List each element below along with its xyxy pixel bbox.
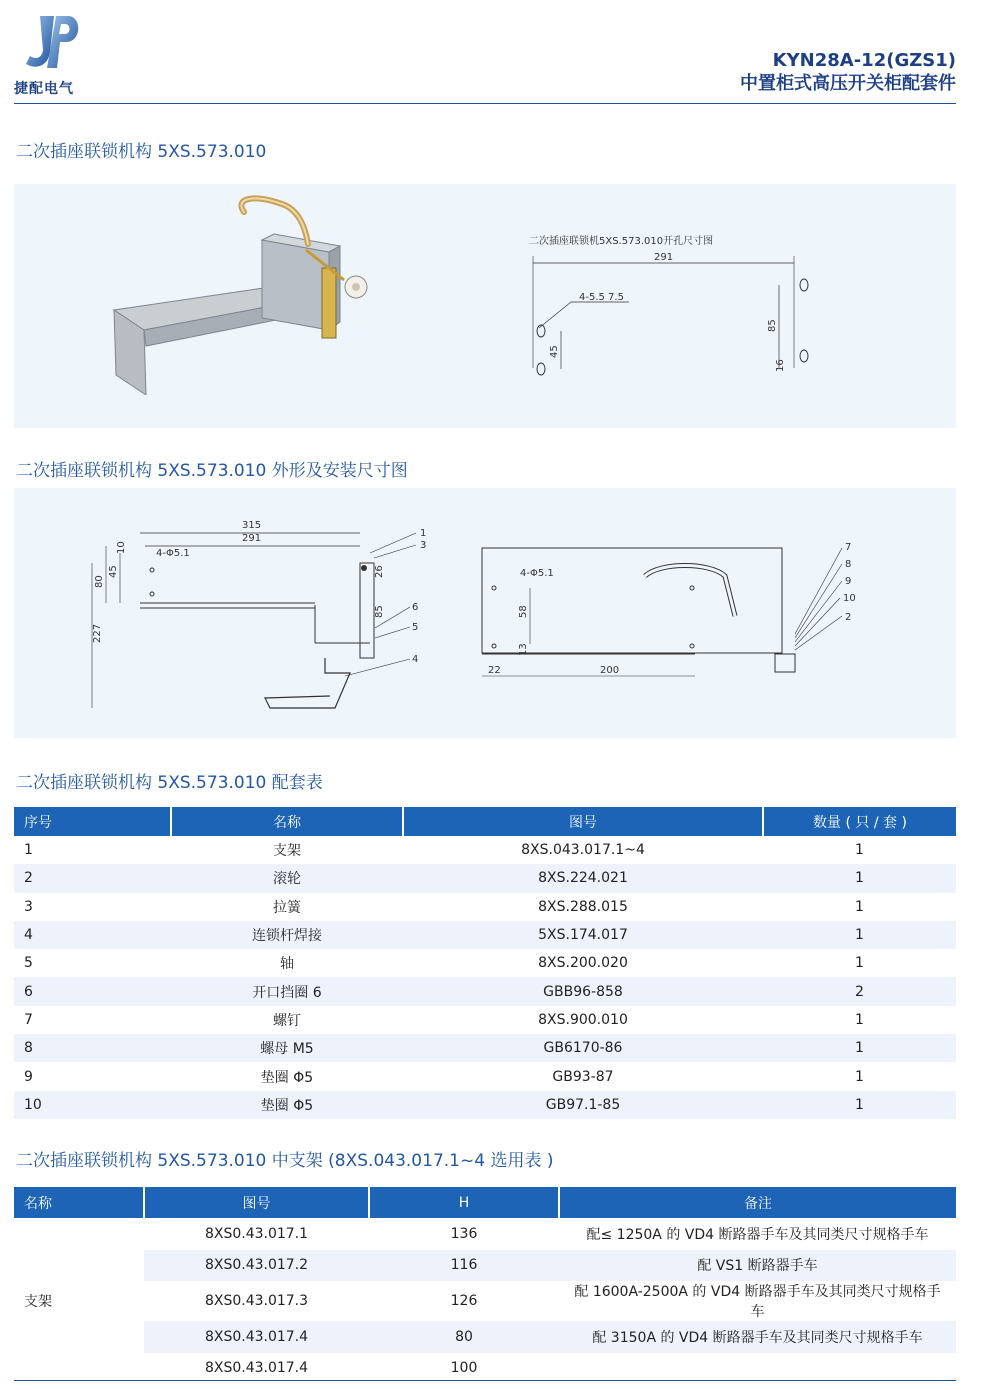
outline-drawing-right [470, 536, 870, 701]
table-row [14, 1218, 956, 1250]
dim-13: 13 [518, 643, 529, 656]
dim-45b: 45 [108, 565, 119, 578]
bracket-table-header [14, 1187, 956, 1218]
col-qty: 数量 ( 只 / 套 ) [763, 807, 956, 836]
dim-10: 10 [116, 541, 127, 554]
drilling-drawing [509, 228, 829, 388]
cell-index: 1 [24, 842, 33, 859]
brand-name: 捷配电气 [14, 81, 74, 97]
cell-name: 垫圈 Φ5 [171, 1091, 403, 1119]
cell-qty: 1 [763, 1091, 956, 1119]
cell-drawing-no: GBB96-858 [403, 977, 763, 1005]
cell-name: 开口挡圈 6 [171, 977, 403, 1005]
cell-h: 136 [450, 1225, 478, 1242]
dim-holes-right: 4-Φ5.1 [520, 568, 554, 579]
cell-name: 拉簧 [273, 899, 301, 916]
bracket-table [14, 1187, 956, 1384]
dim-45: 45 [549, 345, 560, 358]
dim-291: 291 [654, 252, 674, 263]
table-row [14, 1321, 956, 1353]
cell-qty: 1 [855, 842, 864, 859]
outline-drawing-left [70, 508, 440, 723]
col-remark: 备注 [559, 1187, 956, 1218]
col-drawing-no: 图号 [403, 807, 763, 836]
table-row [14, 921, 956, 949]
cell-name: 滚轮 [171, 864, 403, 892]
cell-remark: 配 1600A-2500A 的 VD4 断路器手车及其同类尺寸规格手车 [574, 1284, 941, 1320]
parts-table [14, 807, 956, 1119]
table-row [14, 949, 956, 977]
cell-drawing-no: GB93-87 [552, 1068, 614, 1085]
cell-drawing-no: 8XS0.43.017.4 [144, 1321, 369, 1353]
col-name: 名称 [171, 807, 403, 836]
page-title: 中置柜式高压开关柜配套件 [740, 73, 956, 94]
cell-name: 支架 [273, 843, 301, 860]
cell-drawing-no: 8XS.043.017.1~4 [521, 842, 645, 859]
cell-h: 126 [450, 1293, 478, 1309]
section-title-bracket: 二次插座联锁机构 5XS.573.010 中支架 (8XS.043.017.1~4 选用表 ) [16, 1151, 554, 1171]
cell-remark: 配≤ 1250A 的 VD4 断路器手车及其同类尺寸规格手车 [586, 1226, 929, 1243]
cell-drawing-no: 8XS.288.015 [538, 898, 628, 915]
cell-drawing-no: 8XS0.43.017.4 [204, 1360, 309, 1377]
dim-200: 200 [600, 665, 620, 676]
dim-227: 227 [92, 623, 103, 643]
cell-index: 2 [14, 864, 171, 892]
cell-drawing-no: 8XS0.43.017.3 [204, 1293, 309, 1309]
callout-8: 8 [845, 559, 852, 570]
cell-drawing-no: 8XS.900.010 [538, 1011, 628, 1028]
cell-drawing-no: 8XS.224.021 [403, 864, 763, 892]
cell-qty: 1 [763, 1034, 956, 1062]
cell-index: 4 [14, 921, 171, 949]
cell-drawing-no: 5XS.174.017 [403, 921, 763, 949]
dim-26: 26 [374, 565, 385, 578]
table-row [14, 893, 956, 921]
table-row [14, 1281, 956, 1321]
dim-85: 85 [767, 319, 778, 332]
cell-name: 垫圈 Φ5 [260, 1069, 314, 1086]
bracket-group-name: 支架 [14, 1218, 144, 1384]
cell-index: 9 [24, 1068, 33, 1085]
cell-h: 100 [450, 1360, 478, 1377]
callout-2: 2 [845, 612, 852, 623]
dim-80: 80 [94, 575, 105, 588]
col-h: H [369, 1187, 559, 1218]
col-drawing-no: 图号 [144, 1187, 369, 1218]
cell-drawing-no: 8XS0.43.017.2 [144, 1250, 369, 1282]
callout-4: 4 [412, 654, 419, 665]
cell-drawing-no: GB97.1-85 [403, 1091, 763, 1119]
dim-291b: 291 [242, 533, 262, 544]
cell-index: 5 [24, 955, 33, 972]
callout-9: 9 [845, 576, 852, 587]
dim-58: 58 [518, 605, 529, 618]
dim-holes-left: 4-Φ5.1 [156, 548, 190, 559]
cell-drawing-no: 8XS.200.020 [538, 955, 628, 972]
cell-qty: 1 [855, 1068, 864, 1085]
table-row [14, 1250, 956, 1282]
table-row [14, 1062, 956, 1090]
cell-name: 螺钉 [273, 1012, 301, 1029]
cell-h: 80 [369, 1321, 559, 1353]
jp-logo-icon [20, 12, 82, 74]
cell-index: 10 [14, 1091, 171, 1119]
outline-panel [14, 488, 956, 738]
cell-qty: 1 [855, 898, 864, 915]
cell-drawing-no: GB6170-86 [403, 1034, 763, 1062]
cell-qty: 1 [763, 864, 956, 892]
cell-index: 6 [14, 977, 171, 1005]
callout-5: 5 [412, 622, 419, 633]
cell-qty: 1 [855, 955, 864, 972]
cell-qty: 1 [763, 921, 956, 949]
callout-3: 3 [420, 540, 427, 551]
cell-h: 116 [369, 1250, 559, 1282]
cell-name: 连锁杆焊接 [171, 921, 403, 949]
table-row [14, 836, 956, 864]
mechanism-photo [94, 190, 394, 395]
callout-1: 1 [420, 528, 427, 539]
product-code: KYN28A-12(GZS1) [772, 50, 956, 71]
table-row [14, 864, 956, 892]
callout-7: 7 [845, 542, 852, 553]
table-row [14, 1034, 956, 1062]
callout-6: 6 [412, 602, 419, 613]
mechanism-panel [14, 184, 956, 428]
cell-index: 8 [14, 1034, 171, 1062]
section-title-mechanism: 二次插座联锁机构 5XS.573.010 [16, 142, 267, 162]
cell-qty: 2 [763, 977, 956, 1005]
cell-index: 7 [24, 1011, 33, 1028]
cell-name: 螺母 M5 [171, 1034, 403, 1062]
dim-315: 315 [242, 520, 262, 531]
table-row [14, 977, 956, 1005]
table-row [14, 1091, 956, 1119]
dim-holes: 4-5.5 7.5 [579, 292, 624, 303]
header-divider [14, 103, 956, 104]
footer-divider [14, 1380, 956, 1381]
section-title-outline: 二次插座联锁机构 5XS.573.010 外形及安装尺寸图 [16, 461, 408, 481]
cell-remark: 配 VS1 断路器手车 [559, 1250, 956, 1282]
section-title-parts: 二次插座联锁机构 5XS.573.010 配套表 [16, 773, 323, 793]
col-index: 序号 [14, 807, 171, 836]
col-name: 名称 [14, 1187, 144, 1218]
company-logo [14, 12, 94, 98]
dim-16: 16 [775, 359, 786, 372]
cell-qty: 1 [855, 1011, 864, 1028]
cell-drawing-no: 8XS0.43.017.1 [204, 1225, 309, 1242]
dim-22: 22 [488, 665, 501, 676]
cell-name: 轴 [280, 956, 294, 973]
cell-index: 3 [24, 898, 33, 915]
page-header [740, 50, 956, 96]
cell-remark: 配 3150A 的 VD4 断路器手车及其同类尺寸规格手车 [559, 1321, 956, 1353]
table-row [14, 1006, 956, 1034]
parts-table-header [14, 807, 956, 836]
callout-10: 10 [843, 593, 856, 604]
dim-85b: 85 [374, 605, 385, 618]
drilling-drawing-title: 二次插座联锁机5XS.573.010开孔尺寸图 [529, 236, 714, 247]
